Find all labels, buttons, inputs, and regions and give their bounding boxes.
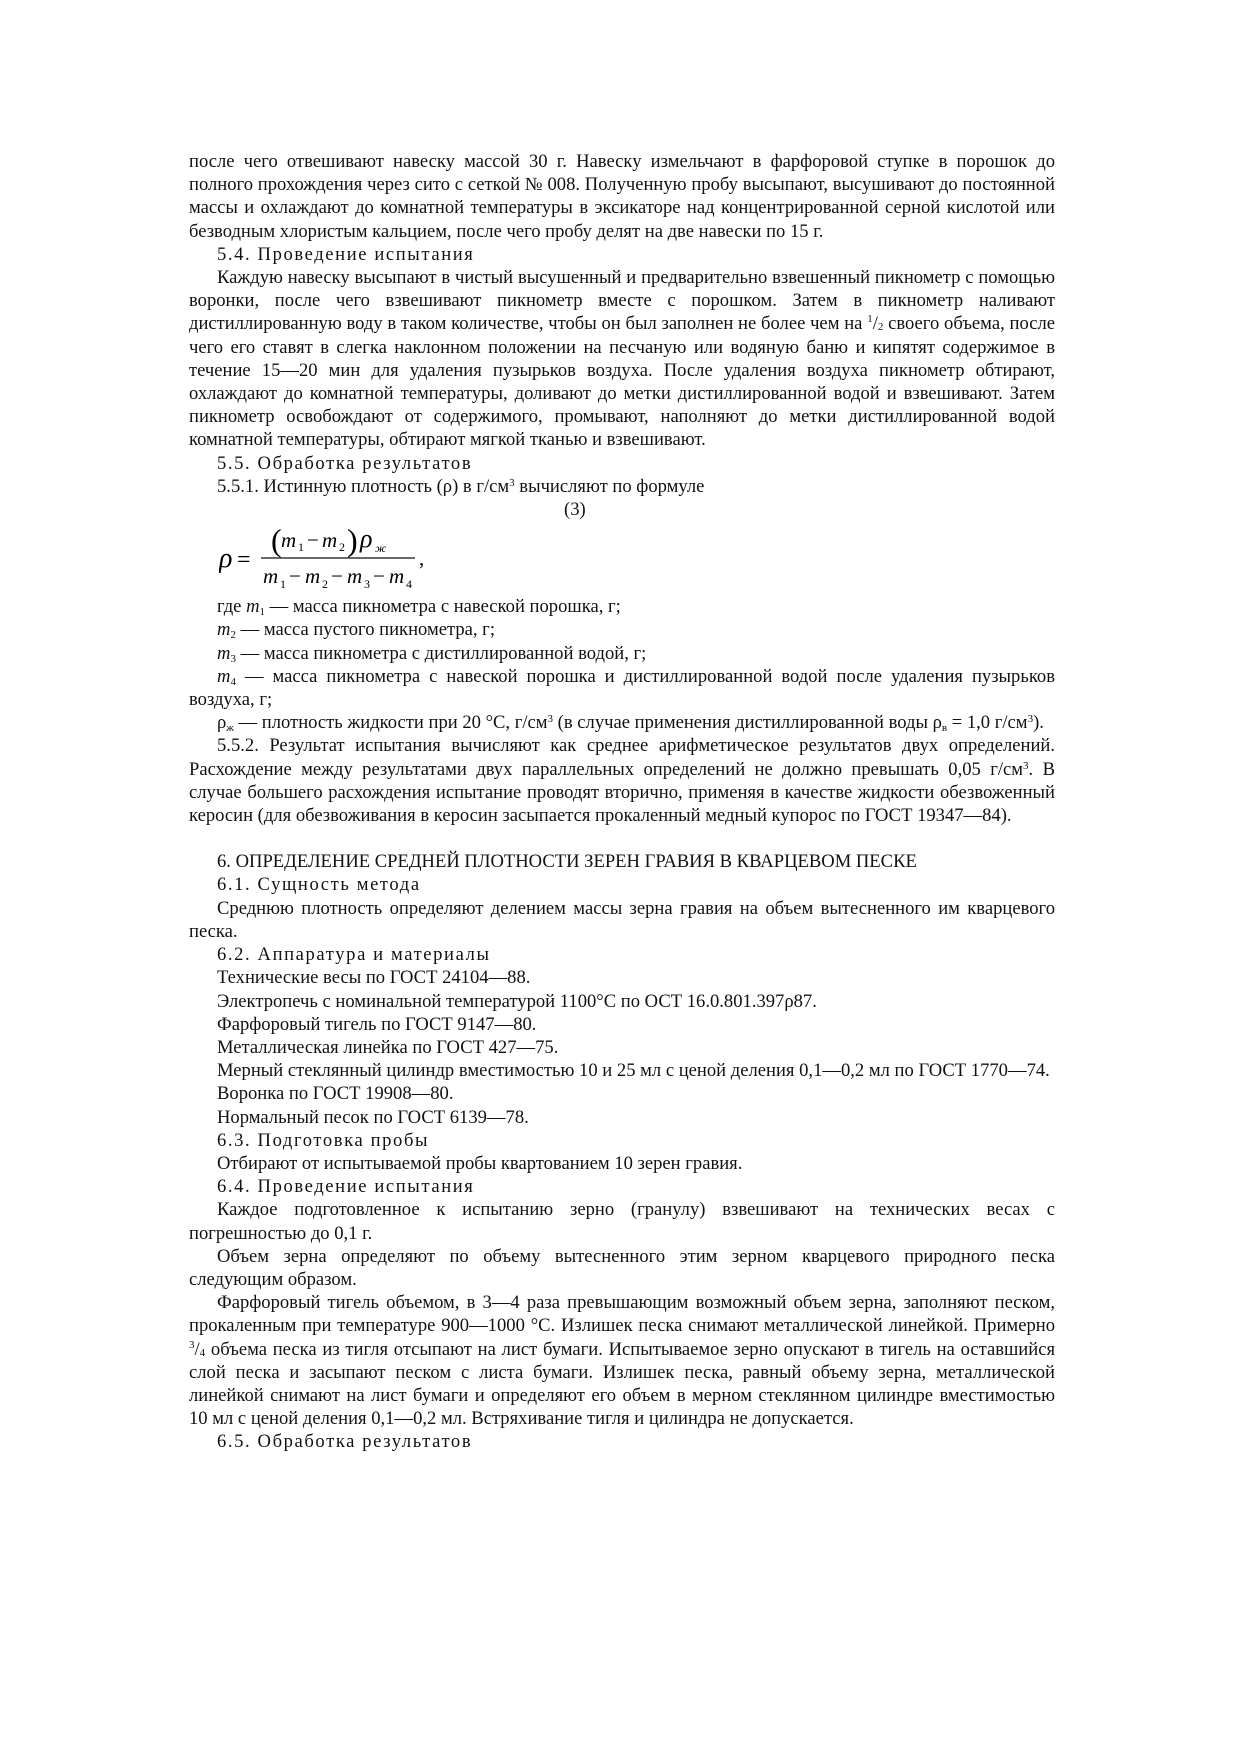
where-rho-text-c: = 1,0 г/см [947,712,1028,734]
var-sub: 2 [230,629,236,642]
formula-den-minus2: − [331,564,343,589]
formula-num-sub1: 1 [298,540,304,555]
paragraph-5-4-part-b: своего объема, после чего его ставят в слегка наклонном положении на песчаную или водяную баню и кипятят содержимое в течение 15—20 мин для удаления пузырьков воздуха. После удаления воздуха пикнометр обтирают, охлаждают до комнатной температуры, доливают до метки дистиллированной водой и взвешивают. Затем пикнометр освобождают от содержимого, промывают, наполняют до метки дистиллированной водой комнатной температуры, обтирают мягкой тканью и взвешивают. [189,313,1055,451]
superscript: 3 [509,476,515,489]
paragraph-6-4-a: Каждое подготовленное к испытанию зерно (гранулу) взвешивают на технических весах с погрешностью до 0,1 г. [189,1199,1055,1244]
paragraph-5-4 [189,266,1055,452]
fraction-denominator: 4 [199,1346,206,1359]
section-heading-6-5: 6.5. Обработка результатов [217,1431,473,1453]
where-rho-text-d: ). [1033,712,1044,734]
formula-rho: ρ [219,543,233,575]
paragraph-6-3: Отбирают от испытываемой пробы квартованием 10 зерен гравия. [217,1152,743,1174]
where-rho-text-b: (в случае применения дистиллированной воды ρ [553,712,942,734]
var-rho: ρ [217,712,227,734]
formula-den-minus1: − [289,564,301,589]
superscript: 3 [1023,759,1029,772]
formula-svg [219,521,479,595]
equipment-item-7: Нормальный песок по ГОСТ 6139—78. [217,1106,529,1128]
formula-den-sub2: 2 [322,577,328,592]
var-sub: 1 [259,606,265,619]
var-sub: 4 [230,675,236,688]
fraction-three-quarters: $^3/_4$ [189,1338,206,1360]
formula-paren-open: ( [271,522,282,559]
where-prefix: где [217,596,247,618]
equipment-item-1: Технические весы по ГОСТ 24104—88. [217,967,531,989]
formula-num-m1: m [281,528,297,553]
document-page [189,150,1055,1454]
paragraph-6-4-c-part1: Фарфоровый тигель объемом, в 3—4 раза превышающим возможный объем зерна, заполняют песком, прокаленным при температуре 900—1000 °С. Излишек песка снимают металлической линейкой. Примерно [189,1292,1055,1337]
var-m: m [217,619,231,641]
formula-comma: , [419,546,425,571]
where-m3 [189,642,1055,665]
where-m4-text: — масса пикнометра с навеской порошка и дистиллированной водой после удаления пузырьков воздуха, г; [189,665,1055,711]
formula-num-rho: ρ [360,524,373,554]
formula-den-sub4: 4 [406,577,412,592]
paragraph-5-5-2-a: 5.5.2. Результат испытания вычисляют как среднее арифметическое результатов двух определений. Расхождение между результатами двух параллельных определений не должно превышать 0,05 г/см [189,735,1055,780]
formula-num-sub2: 2 [339,540,345,555]
equipment-item-4: Металлическая линейка по ГОСТ 427—75. [217,1036,559,1058]
paragraph-6-4-c [189,1291,1055,1430]
section-heading-5-4: 5.4. Проведение испытания [217,243,475,265]
formula-den-minus3: − [373,564,385,589]
section-heading-6-3: 6.3. Подготовка пробы [217,1129,430,1151]
formula-den-m3: m [347,564,363,589]
paragraph-5-5-2 [189,734,1055,827]
where-m1 [189,595,1055,618]
var-sub: 3 [230,652,236,665]
where-m2-text: — масса пустого пикнометра, г; [235,619,495,641]
formula-num-minus: − [307,528,319,553]
equation-number: (3) [564,499,586,521]
equipment-item-5: Мерный стеклянный цилиндр вместимостью 10 и 25 мл с ценой деления 0,1—0,2 мл по ГОСТ 1770—74. [217,1060,1050,1082]
where-m2 [189,618,1055,641]
paragraph-6-4-c-part2: объема песка из тигля отсыпают на лист бумаги. Испытываемое зерно опускают в тигель на оставшийся слой песка и засыпают песком с листа бумаги. Излишек песка, равный объему зерна, металлической линейкой снимают на лист бумаги и определяют его объем в мерном стеклянном цилиндре вместимостью 10 мл с ценой деления 0,1—0,2 мл. Встряхивание тигля и цилиндра не допускается. [189,1338,1055,1430]
var-sub: ж [226,722,234,735]
fraction-numerator: 1 [867,313,873,326]
formula-den-m4: m [389,564,405,589]
where-m4 [189,665,1055,711]
paragraph-6-4-b: Объем зерна определяют по объему вытесненного этим зерном кварцевого природного песка следующим образом. [189,1245,1055,1290]
formula-den-m1: m [263,564,279,589]
where-m1-text: — масса пикнометра с навеской порошка, г; [265,596,621,618]
equipment-item-3: Фарфоровый тигель по ГОСТ 9147—80. [217,1013,537,1035]
formula-den-sub3: 3 [364,577,370,592]
chapter-heading-6: 6. ОПРЕДЕЛЕНИЕ СРЕДНЕЙ ПЛОТНОСТИ ЗЕРЕН ГРАВИЯ В КВАРЦЕВОМ ПЕСКЕ [217,851,917,873]
equipment-item-2: Электропечь с номинальной температурой 1100°С по ОСТ 16.0.801.397ρ87. [217,990,817,1012]
paragraph-5-5-2-b: . В случае большего расхождения испытание проводят вторично, применяя в качестве жидкости обезвоженный керосин (для обезвоживания в керосин засыпается прокаленный медный купорос по ГОСТ 19347—84). [189,758,1055,827]
var-m: m [217,665,231,687]
section-heading-5-5: 5.5. Обработка результатов [217,452,473,474]
density-formula [189,521,1055,595]
var-m: m [217,642,231,664]
var-sub: в [941,722,948,735]
intro-paragraph: после чего отвешивают навеску массой 30 г. Навеску измельчают в фарфоровой ступке в порошок до полного прохождения через сито с сеткой № 008. Полученную пробу высыпают, высушивают до постоянной массы и охлаждают до комнатной температуры в эксикаторе над концентрированной серной кислотой или безводным хлористым кальцием, после чего пробу делят на две навески по 15 г. [189,151,1055,242]
where-rho [189,711,1055,734]
formula-den-m2: m [305,564,321,589]
formula-equals: = [237,547,251,574]
where-rho-text-a: — плотность жидкости при 20 °С, г/см [233,712,548,734]
paragraph-5-5-1 [189,475,1055,498]
section-heading-6-1: 6.1. Сущность метода [217,874,421,896]
superscript: 3 [547,713,554,726]
paragraph-5-5-1-text: 5.5.1. Истинную плотность (ρ) в г/см [217,475,510,497]
section-heading-6-4: 6.4. Проведение испытания [217,1176,475,1198]
formula-den-sub1: 1 [280,577,286,592]
section-heading-6-2: 6.2. Аппаратура и материалы [217,944,491,966]
paragraph-5-4-part-a: Каждую навеску высыпают в чистый высушенный и предварительно взвешенный пикнометр с помощью воронки, после чего взвешивают пикнометр вместе с порошком. Затем в пикнометр наливают дистиллированную воду в таком количестве, чтобы он был заполнен не более чем на [189,267,1055,335]
equipment-item-6: Воронка по ГОСТ 19908—80. [217,1083,454,1105]
paragraph-6-1: Среднюю плотность определяют делением массы зерна гравия на объем вытесненного им кварцевого песка. [189,897,1055,942]
fraction-one-half: $^1/_2$ [867,313,884,335]
formula-paren-close: ) [347,522,358,559]
paragraph-5-5-1-tail: вычисляют по формуле [514,475,705,497]
formula-num-m2: m [322,528,338,553]
formula-num-rho-sub: ж [375,541,387,556]
var-m: m [246,596,260,618]
fraction-denominator: 2 [877,321,884,334]
fraction-numerator: 3 [189,1338,195,1351]
where-m3-text: — масса пикнометра с дистиллированной водой, г; [235,642,647,664]
superscript: 3 [1027,713,1034,726]
